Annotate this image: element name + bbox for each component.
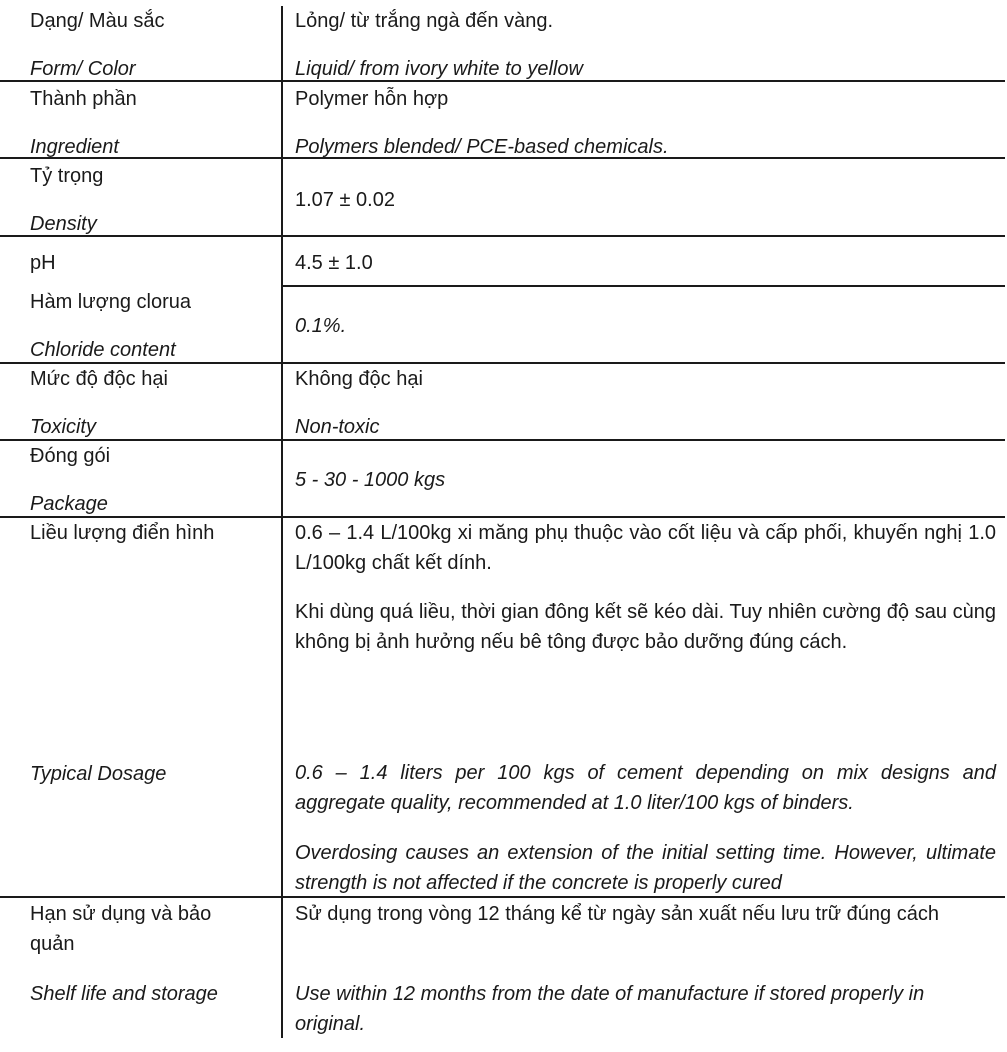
ingredient-label-en: Ingredient <box>30 136 119 158</box>
chloride-label-en: Chloride content <box>30 339 176 361</box>
ingredient-value-en: Polymers blended/ PCE-based chemicals. <box>295 136 669 158</box>
form-label-en: Form/ Color <box>30 58 136 80</box>
row-divider <box>0 439 1005 441</box>
package-value: 5 - 30 - 1000 kgs <box>295 469 446 491</box>
dosage-paragraph-2-en: Overdosing causes an extension of the initial setting time. However, ultimate strength is not affected if the concrete is properly cured <box>295 842 996 894</box>
dosage-paragraph-1-en: 0.6 – 1.4 liters per 100 kgs of cement depending on mix designs and aggregate quality, recommended at 1.0 liter/100 kgs of binders. <box>295 762 996 814</box>
ingredient-label-vi: Thành phần <box>30 88 137 110</box>
dosage-label-en: Typical Dosage <box>30 763 167 785</box>
column-divider <box>281 6 283 1038</box>
toxicity-label-vi: Mức độ độc hại <box>30 368 168 390</box>
shelf-value-en: Use within 12 months from the date of manufacture if stored properly in original. <box>295 983 925 1035</box>
row-divider <box>281 285 1005 287</box>
density-value: 1.07 ± 0.02 <box>295 189 395 211</box>
toxicity-label-en: Toxicity <box>30 416 96 438</box>
ingredient-value-vi: Polymer hỗn hợp <box>295 88 449 110</box>
shelf-label-en: Shelf life and storage <box>30 983 218 1005</box>
toxicity-value-vi: Không độc hại <box>295 368 423 390</box>
shelf-value-vi: Sử dụng trong vòng 12 tháng kể từ ngày sản xuất nếu lưu trữ đúng cách <box>295 903 939 925</box>
chloride-value: 0.1%. <box>295 315 347 337</box>
dosage-paragraph-2-vi: Khi dùng quá liều, thời gian đông kết sẽ kéo dài. Tuy nhiên cường độ sau cùng không bị ảnh hưởng nếu bê tông được bảo dưỡng đúng cách. <box>295 601 996 653</box>
form-label-vi: Dạng/ Màu sắc <box>30 10 165 32</box>
dosage-paragraph-1-vi: 0.6 – 1.4 L/100kg xi măng phụ thuộc vào cốt liệu và cấp phối, khuyến nghị 1.0 L/100kg chất kết dính. <box>295 522 996 574</box>
package-label-vi: Đóng gói <box>30 445 111 467</box>
density-label-en: Density <box>30 213 97 235</box>
ph-value: 4.5 ± 1.0 <box>295 252 373 274</box>
form-value-vi: Lỏng/ từ trắng ngà đến vàng. <box>295 10 554 32</box>
shelf-label-vi: Hạn sử dụng và bảo quản <box>30 903 212 955</box>
toxicity-value-en: Non-toxic <box>295 416 380 438</box>
row-divider <box>0 235 1005 237</box>
package-label-en: Package <box>30 493 108 515</box>
dosage-label-vi: Liều lượng điển hình <box>30 522 215 544</box>
ph-label: pH <box>30 252 56 274</box>
density-label-vi: Tỷ trọng <box>30 165 104 187</box>
form-value-en: Liquid/ from ivory white to yellow <box>295 58 583 80</box>
chloride-label-vi: Hàm lượng clorua <box>30 291 192 313</box>
